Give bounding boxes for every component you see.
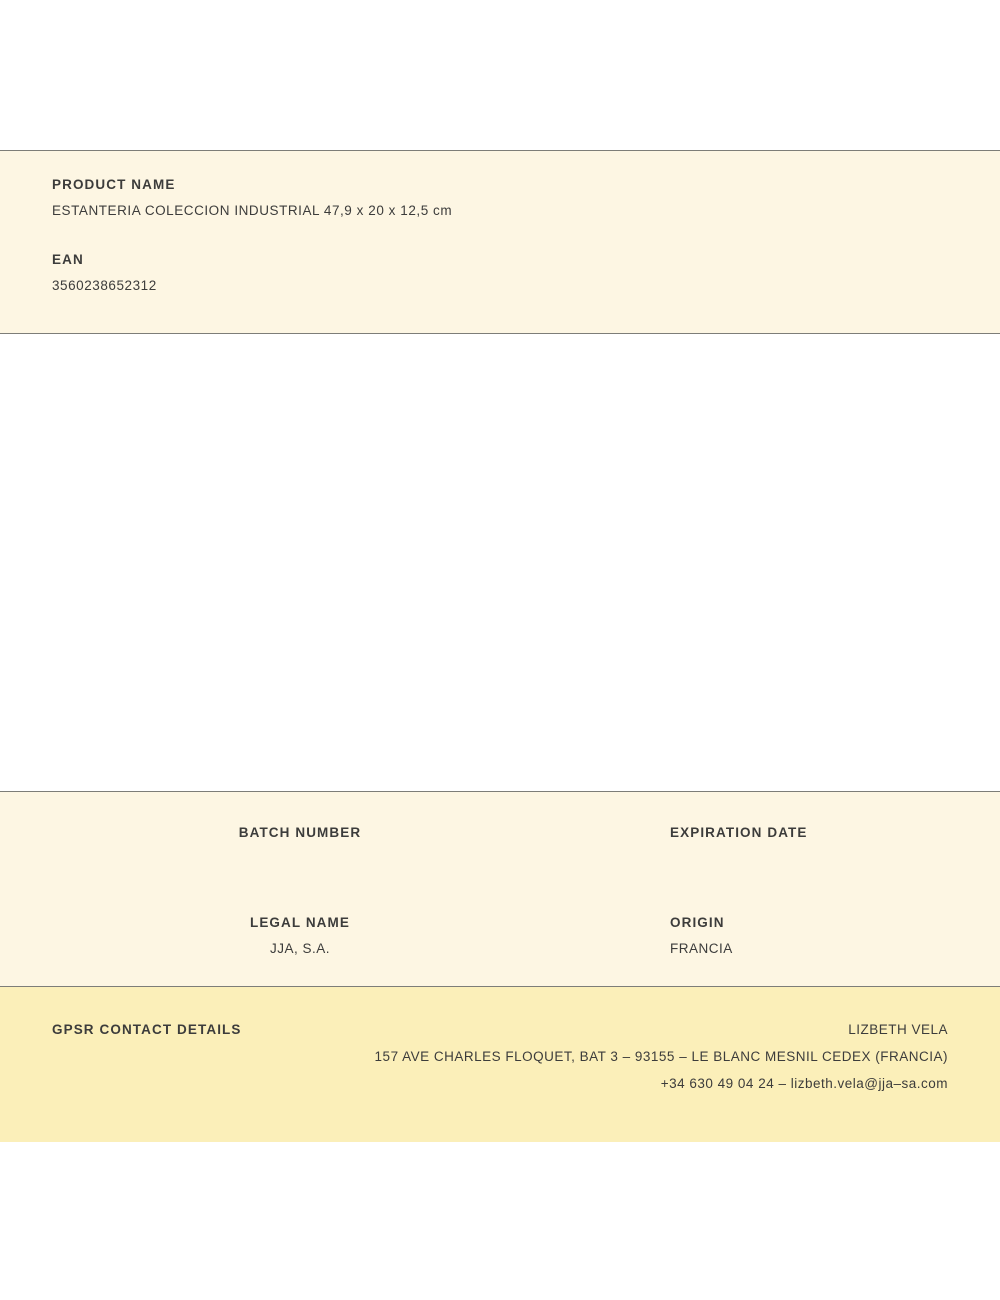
metadata-row-legal <box>0 915 1000 956</box>
product-name-field <box>52 177 948 218</box>
expiration-date-field <box>600 825 1000 865</box>
product-metadata-block <box>0 791 1000 987</box>
gpsr-contact-name: LIZBETH VELA <box>848 1022 948 1037</box>
batch-number-value <box>0 851 600 865</box>
batch-number-label: BATCH NUMBER <box>238 825 362 840</box>
product-identification-block <box>0 150 1000 334</box>
origin-value: FRANCIA <box>670 941 733 956</box>
legal-name-value: JJA, S.A. <box>269 941 331 956</box>
gpsr-contact-title: GPSR CONTACT DETAILS <box>52 1022 242 1037</box>
gpsr-contact-phone-email: +34 630 49 04 24 – lizbeth.vela@jja–sa.com <box>660 1076 948 1091</box>
product-name-value: ESTANTERIA COLECCION INDUSTRIAL 47,9 x 20 x 12,5 cm <box>52 203 453 218</box>
gpsr-contact-address: 157 AVE CHARLES FLOQUET, BAT 3 – 93155 – LE BLANC MESNIL CEDEX (FRANCIA) <box>374 1049 948 1064</box>
batch-number-field <box>0 825 600 865</box>
gpsr-contact-lines <box>375 1022 948 1091</box>
origin-label: ORIGIN <box>670 915 725 930</box>
footer-whitespace <box>0 1142 1000 1300</box>
expiration-date-value <box>670 851 1000 865</box>
gpsr-contact-block <box>0 987 1000 1142</box>
metadata-row-batch <box>0 825 1000 865</box>
image-placeholder-area <box>0 334 1000 791</box>
expiration-date-label: EXPIRATION DATE <box>670 825 808 840</box>
ean-value: 3560238652312 <box>52 278 157 293</box>
legal-name-field <box>0 915 600 956</box>
ean-field <box>52 252 948 293</box>
origin-field <box>600 915 1000 956</box>
legal-name-label: LEGAL NAME <box>249 915 350 930</box>
product-name-label: PRODUCT NAME <box>52 177 176 192</box>
ean-label: EAN <box>52 252 84 267</box>
